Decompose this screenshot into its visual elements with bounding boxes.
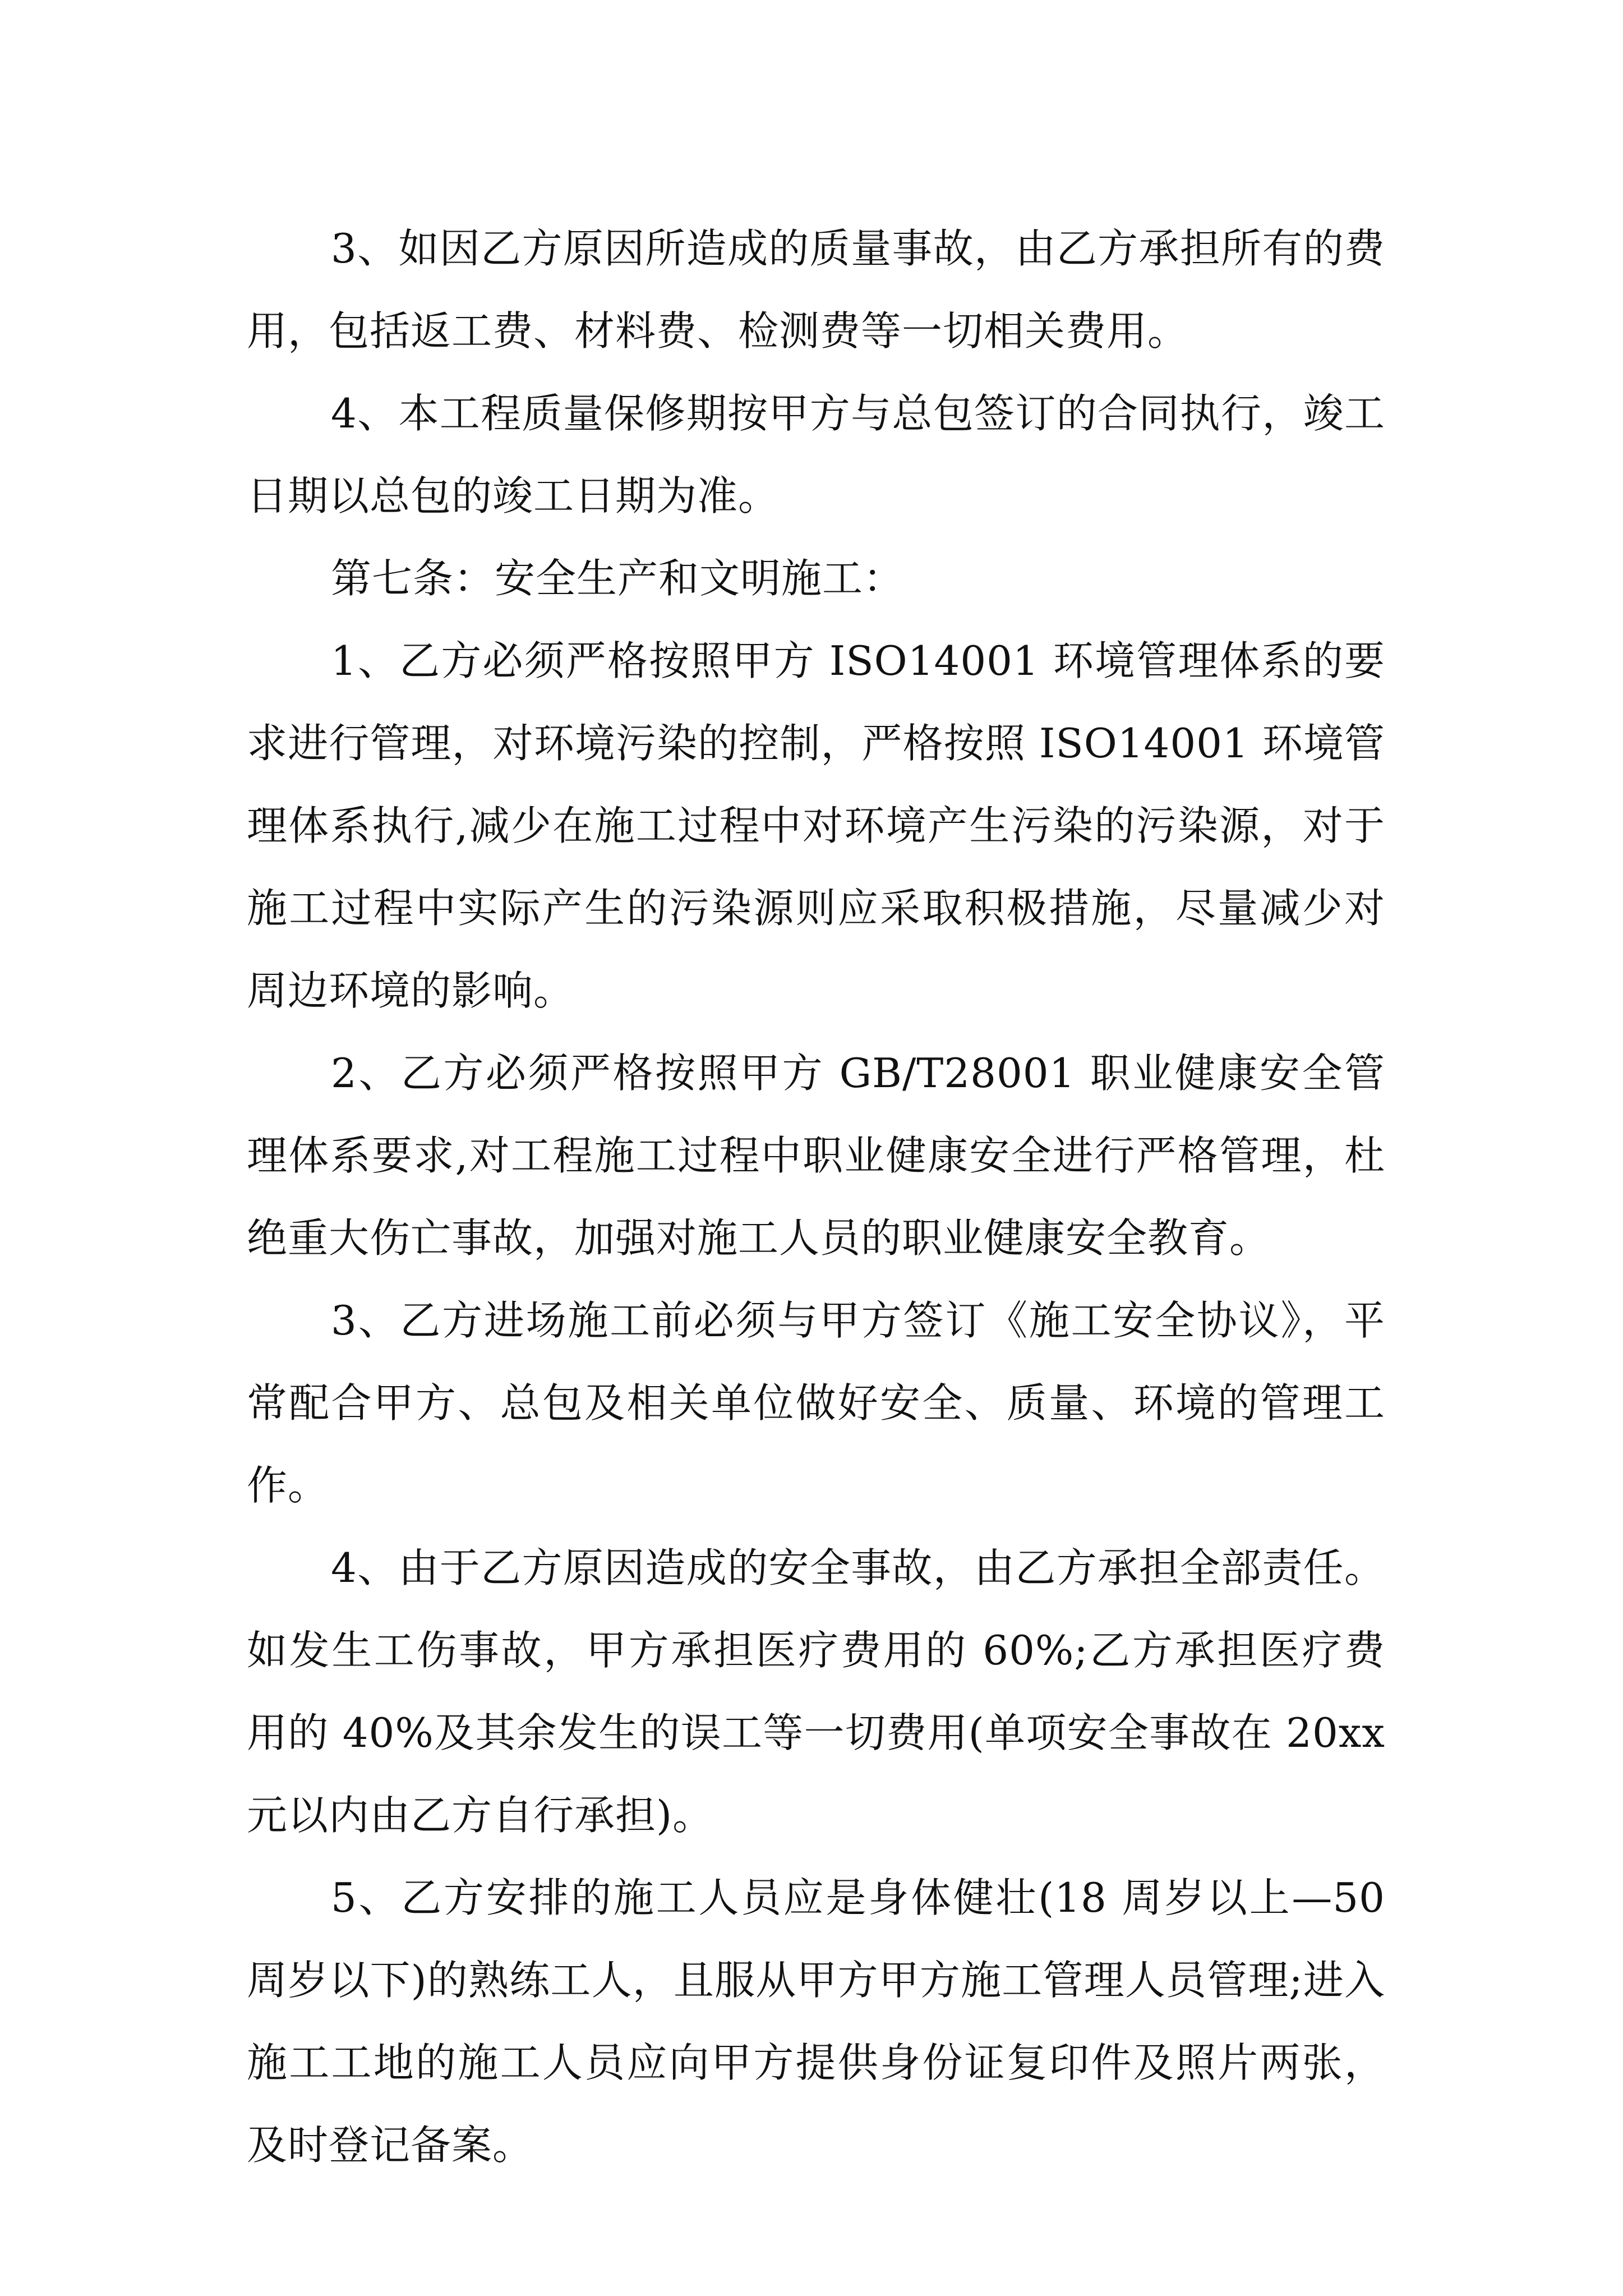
section-heading-article-7: 第七条：安全生产和文明施工： bbox=[331, 555, 905, 602]
paragraph-warranty-period: 4、本工程质量保修期按甲方与总包签订的合同执行，竣工日期以总包的竣工日期为准。 bbox=[247, 390, 1385, 519]
paragraph-safety-accident-liability: 4、由于乙方原因造成的安全事故，由乙方承担全部责任。如发生工伤事故，甲方承担医疗费用的 60%;乙方承担医疗费用的 40%及其余发生的误工等一切费用(单项安全事故在 20xx 元以内由乙方自行承担)。 bbox=[247, 1544, 1385, 1839]
paragraph-quality-accident-cost: 3、如因乙方原因所造成的质量事故，由乙方承担所有的费用，包括返工费、材料费、检测费等一切相关费用。 bbox=[247, 225, 1385, 355]
paragraph-occupational-health-safety: 2、乙方必须严格按照甲方 GB/T28001 职业健康安全管理体系要求,对工程施工过程中职业健康安全进行严格管理，杜绝重大伤亡事故，加强对施工人员的职业健康安全教育。 bbox=[247, 1050, 1385, 1262]
paragraph-environment-management: 1、乙方必须严格按照甲方 ISO14001 环境管理体系的要求进行管理，对环境污染的控制，严格按照 ISO14001 环境管理体系执行,减少在施工过程中对环境产生污染的污染源，对于施工过程中实际产生的污染源则应采取积极措施，尽量减少对周边环境的影响。 bbox=[247, 637, 1385, 1014]
paragraph-worker-requirements: 5、乙方安排的施工人员应是身体健壮(18 周岁以上—50 周岁以下)的熟练工人，且服从甲方甲方施工管理人员管理;进入施工工地的施工人员应向甲方提供身份证复印件及照片两张，及时登记备案。 bbox=[247, 1874, 1385, 2169]
paragraph-safety-agreement: 3、乙方进场施工前必须与甲方签订《施工安全协议》，平常配合甲方、总包及相关单位做好安全、质量、环境的管理工作。 bbox=[247, 1297, 1385, 1509]
document-body bbox=[247, 208, 1385, 2187]
